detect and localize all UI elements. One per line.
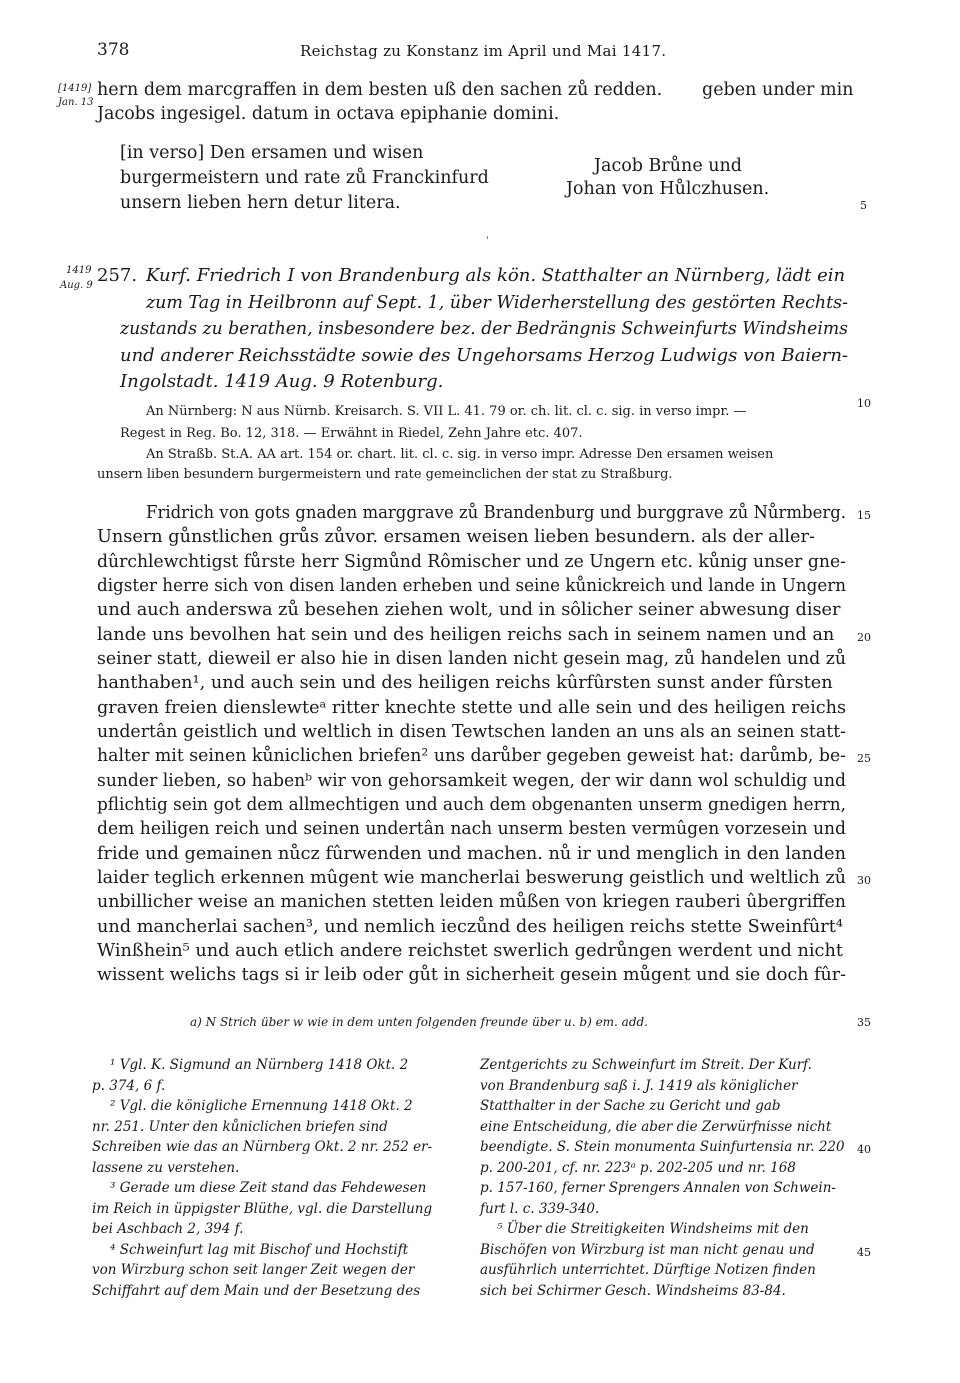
prev-text-line-2: Jacobs ingesigel. datum in octava epiphanie domini.: [97, 104, 560, 124]
source-line: Regest in Reg. Bo. 12, 318. — Erwähnt in Riedel, Zehn Jahre etc. 407.: [120, 426, 583, 441]
body-line: wissent welichs tags si ir leib oder gůt in sicherheit gesein můgent und sie doch fûr-: [97, 965, 847, 986]
textual-note: a) N Strich über w wie in dem unten folgenden freunde über u. b) em. add.: [190, 1015, 649, 1029]
margin-date-day: Aug. 9: [60, 280, 93, 291]
footnote-line: Bischöfen von Wirzburg ist man nicht genau und: [480, 1241, 815, 1258]
prev-text-line-1: hern dem marcgraffen in dem besten uß den sachen zů redden.: [97, 80, 663, 100]
line-number-35: 35: [857, 1016, 871, 1029]
footnote-line: Schiffahrt auf dem Main und der Besetzung des: [92, 1282, 421, 1299]
body-line: laider teglich erkennen mûgent wie mancherlai beswerung geistlich und weltlich zů: [97, 867, 846, 888]
footnote-line: ² Vgl. die königliche Ernennung 1418 Okt. 2: [110, 1098, 413, 1114]
line-number-10: 10: [857, 397, 871, 410]
margin-date-prev-day: Jan. 13: [58, 97, 94, 108]
body-line: halter mit seinen kůniclichen briefen² uns darůber gegeben geweist hat: darůmb, be-: [97, 746, 847, 767]
body-line: pflichtig sein got dem allmechtigen und auch dem obgenanten unserm gnedigen herrn,: [97, 794, 847, 815]
margin-date-prev-year: [1419]: [58, 83, 92, 94]
line-number: 30: [857, 873, 871, 887]
regest-line: Kurf. Friedrich I von Brandenburg als kön. Statthalter an Nürnberg, lädt ein: [146, 265, 846, 286]
footnote-line: ausführlich unterrichtet. Dürftige Notizen finden: [480, 1262, 816, 1278]
body-line: digster herre sich von disen landen erheben und seine kůnickreich und lande in Ungern: [97, 575, 846, 596]
footnote-line: bei Aschbach 2, 394 f.: [92, 1221, 244, 1237]
footnote-line: Statthalter in der Sache zu Gericht und gab: [480, 1098, 781, 1114]
line-number: 20: [857, 630, 871, 644]
divider-mark: [487, 236, 488, 239]
prev-text-line-1-right: geben under min: [702, 80, 854, 100]
body-line: graven freien dienslewteᵃ ritter knechte stette und alle sein und des heiligen reichs: [97, 697, 847, 718]
signature-line-2: Johan von Hůlczhusen.: [566, 179, 770, 199]
source-line: unsern liben besundern burgermeistern und rate gemeinclichen der stat zu Straßburg.: [97, 467, 673, 482]
footnote-line: ³ Gerade um diese Zeit stand das Fehdewesen: [110, 1180, 427, 1196]
footnote-line: ⁴ Schweinfurt lag mit Bischof und Hochstift: [110, 1241, 409, 1258]
footnote-line: von Brandenburg saß i. J. 1419 als königlicher: [480, 1077, 798, 1094]
footnote-line: sich bei Schirmer Gesch. Windsheims 83-84.: [480, 1282, 786, 1299]
body-line: Winßhein⁵ und auch etlich andere reichstet swerlich gedrůngen werdent und nicht: [97, 940, 843, 961]
footnote-line: p. 374, 6 f.: [92, 1077, 166, 1094]
body-line: und mancherlai sachen³, und nemlich ieczůnd des heiligen reichs stette Sweinfûrt⁴: [97, 916, 843, 937]
regest-line: zustands zu berathen, insbesondere bez. der Bedrängnis Schweinfurts Windsheims: [120, 318, 849, 339]
footnote-line: furt l. c. 339-340.: [480, 1200, 600, 1217]
line-number: 45: [857, 1245, 871, 1259]
line-number: 40: [857, 1143, 871, 1156]
line-number-5: 5: [860, 199, 867, 212]
footnote-line: p. 157-160, ferner Sprengers Annalen von Schwein-: [480, 1180, 836, 1196]
footnote-line: ¹ Vgl. K. Sigmund an Nürnberg 1418 Okt. 2: [110, 1057, 409, 1073]
footnote-line: im Reich in üppigster Blüthe, vgl. die Darstellung: [92, 1200, 433, 1217]
footnote-line: Zentgerichts zu Schweinfurt im Streit. Der Kurf.: [480, 1057, 812, 1073]
body-line: Fridrich von gots gnaden marggrave zů Brandenburg und burggrave zů Nůrmberg.: [146, 503, 847, 523]
verso-address-line-1: [in verso] Den ersamen und wisen: [120, 143, 424, 163]
document-number: 257.: [97, 265, 138, 286]
regest-line: zum Tag in Heilbronn auf Sept. 1, über Widerherstellung des gestörten Rechts-: [146, 291, 848, 313]
footnote-line: eine Entscheidung, die aber die Zerwürfnisse nicht: [480, 1118, 832, 1135]
body-line: sunder lieben, so habenᵇ wir von gehorsamkeit wegen, der wir dann wol schuldig und: [97, 770, 847, 791]
source-line: An Nürnberg: N aus Nürnb. Kreisarch. S. VII L. 41. 79 or. ch. lit. cl. c. sig. in verso impr. —: [146, 404, 747, 419]
regest-line: und anderer Reichsstädte sowie des Ungehorsams Herzog Ludwigs von Baiern-: [120, 344, 848, 366]
line-number: 15: [857, 509, 871, 522]
body-line: Unsern gůnstlichen grůs zůvor. ersamen weisen lieben besundern. als der aller-: [97, 527, 815, 548]
body-line: hanthaben¹, und auch sein und des heiligen reichs kûrfûrsten sunst ander fûrsten: [97, 673, 833, 694]
verso-address-line-2: burgermeistern und rate zů Franckinfurd: [120, 168, 489, 188]
footnote-line: beendigte. S. Stein monumenta Suinfurtensia nr. 220: [480, 1139, 845, 1155]
running-header: Reichstag zu Konstanz im April und Mai 1417.: [300, 42, 667, 60]
body-line: dûrchlewchtigst fůrste herr Sigmůnd Rômischer und ze Ungern etc. kůnig unser gne-: [97, 551, 846, 572]
body-line: undertân geistlich und weltlich in disen Tewtschen landen an uns als an seinen statt-: [97, 721, 847, 742]
line-number: 25: [857, 752, 871, 766]
body-line: und auch anderswa zů besehen ziehen wolt, und in sôlicher seiner abwesung diser: [97, 600, 841, 621]
footnote-line: ⁵ Über die Streitigkeiten Windsheims mit den: [497, 1221, 809, 1237]
body-line: unbillicher weise an manichen stetten leiden můßen von kriegen rauberi ûbergriffen: [97, 892, 847, 913]
verso-address-line-3: unsern lieben hern detur litera.: [120, 193, 401, 213]
body-line: dem heiligen reich und seinen undertân nach unserm besten vermûgen vorzesein und: [97, 819, 847, 840]
margin-date-year: 1419: [66, 265, 92, 276]
body-line: fride und gemainen nůcz fûrwenden und machen. nů ir und menglich in den landen: [97, 843, 846, 864]
page-number: 378: [97, 40, 130, 60]
signature-line-1: Jacob Brůne und: [594, 156, 742, 176]
footnote-line: Schreiben wie das an Nürnberg Okt. 2 nr. 252 er-: [92, 1139, 433, 1155]
body-line: seiner statt, dieweil er also hie in disen landen nicht gesein mag, zů handelen und zů: [97, 648, 847, 669]
body-line: lande uns bevolhen hat sein und des heiligen reichs sach in seinem namen und an: [97, 624, 835, 645]
footnote-line: lassene zu verstehen.: [92, 1159, 240, 1176]
footnote-line: nr. 251. Unter den kůniclichen briefen sind: [92, 1118, 388, 1135]
footnote-line: p. 200-201, cf. nr. 223ᵃ p. 202-205 und nr. 168: [480, 1159, 796, 1176]
source-line: An Straßb. St.A. AA art. 154 or. chart. lit. cl. c. sig. in verso impr. Adresse Den ersamen weisen: [146, 447, 774, 462]
footnote-line: von Wirzburg schon seit langer Zeit wegen der: [92, 1262, 415, 1278]
regest-line: Ingolstadt. 1419 Aug. 9 Rotenburg.: [120, 371, 444, 392]
